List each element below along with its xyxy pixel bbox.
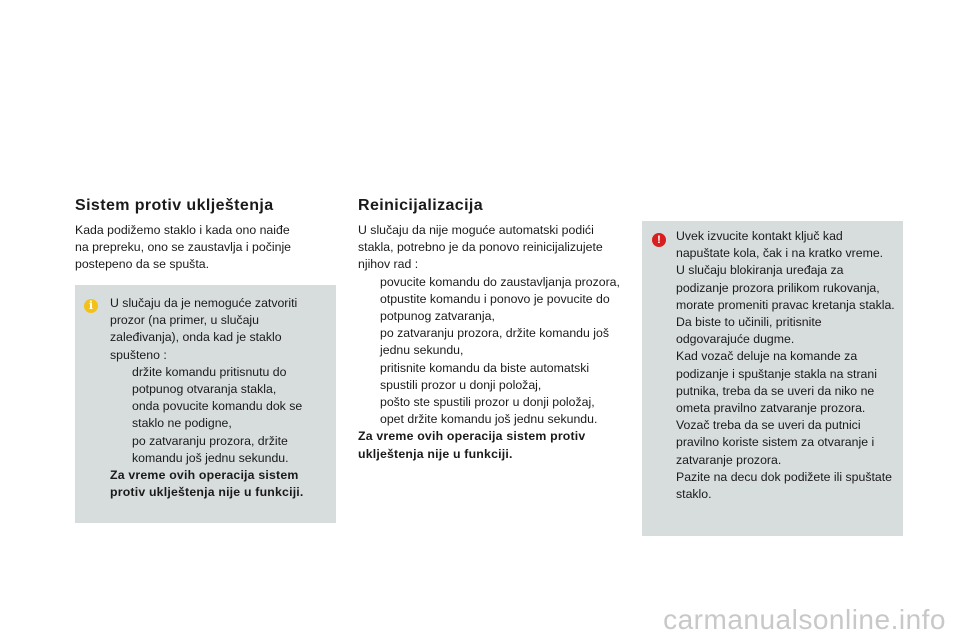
reinit-note: Za vreme ovih operacija sistem protiv uklještenja nije u funkciji. — [358, 429, 586, 461]
warning-line: Pazite na decu dok podižete ili spuštate staklo. — [676, 469, 893, 502]
info-box-text — [110, 295, 325, 501]
warning-box-text — [676, 228, 898, 503]
warning-line: Kad vozač deluje na komande za podizanje i spuštanje stakla na strani putnika, treba da se uveri da niko ne ometa pravilno zatvaranje prozora. — [676, 349, 877, 416]
reinit-body — [358, 222, 620, 463]
list-item: po zatvaranju prozora, držite komandu još jednu sekundu. — [132, 433, 289, 465]
list-item: otpustite komandu i ponovo je povucite do potpunog zatvaranja, — [380, 291, 610, 324]
list-item: držite komandu pritisnutu do potpunog otvaranja stakla, — [132, 364, 287, 397]
warning-line: U slučaju blokiranja uređaja za podizanje prozora prilikom rukovanja, morate promeniti pravac kretanja stakla. Da biste to učinili, pritisnite odgovarajuće dugme. — [676, 263, 895, 347]
list-item: povucite komandu do zaustavljanja prozora, — [380, 274, 620, 289]
section-title-anti-pinch: Sistem protiv uklještenja — [75, 197, 274, 214]
reinit-steps — [358, 274, 620, 429]
anti-pinch-intro: Kada podižemo staklo i kada ono naiđe na prepreku, ono se zaustavlja i počinje postepeno da se spušta. — [75, 223, 292, 272]
watermark: carmanualsonline.info — [663, 604, 946, 635]
warning-line: Uvek izvucite kontakt ključ kad napuštate kola, čak i na kratko vreme. — [676, 229, 884, 261]
list-item: pritisnite komandu da biste automatski spustili prozor u donji položaj, — [380, 360, 590, 392]
info-box-bullets — [110, 364, 325, 467]
info-box — [75, 285, 336, 523]
list-item: pošto ste spustili prozor u donji položaj, opet držite komandu još jednu sekundu. — [380, 395, 598, 427]
warning-box — [642, 221, 903, 536]
reinit-intro: U slučaju da nije moguće automatski podići stakla, potrebno je da ponovo reinicijalizujete njihov rad : — [358, 223, 603, 272]
warning-line: Vozač treba da se uveri da putnici pravilno koriste sistem za otvaranje i zatvaranje prozora. — [676, 418, 875, 467]
info-box-intro: U slučaju da je nemoguće zatvoriti prozor (na primer, u slučaju zaleđivanja), onda kad je staklo spušteno : — [110, 296, 298, 362]
info-icon: i — [84, 299, 98, 313]
section-title-reinitialization: Reinicijalizacija — [358, 197, 484, 214]
list-item: onda povucite komandu dok se staklo ne podigne, — [132, 399, 303, 431]
info-box-note: Za vreme ovih operacija sistem protiv uklještenja nije u funkciji. — [110, 468, 304, 500]
list-item: po zatvaranju prozora, držite komandu još jednu sekundu, — [380, 326, 609, 358]
warning-icon: ! — [652, 233, 666, 247]
